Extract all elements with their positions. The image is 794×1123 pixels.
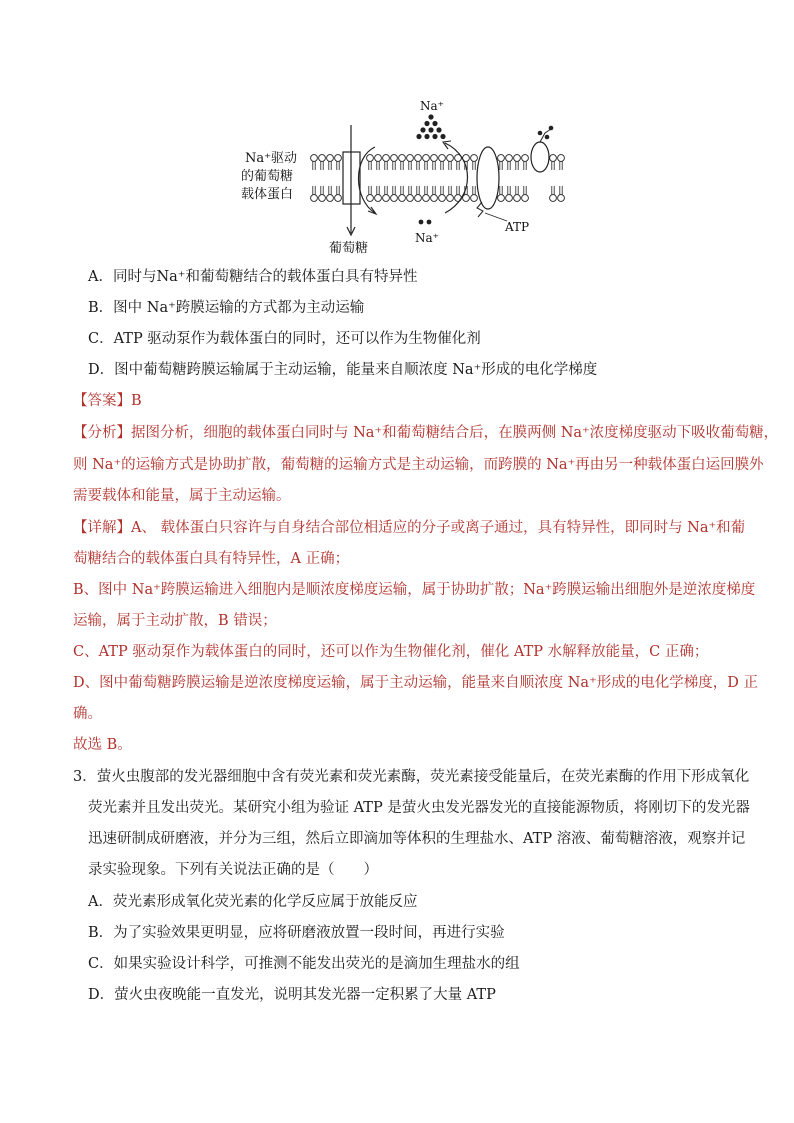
- na-dot: [436, 127, 441, 132]
- q2-analysis-line2: 则 Na⁺的运输方式是协助扩散，葡萄糖的运输方式是主动运输，而跨膜的 Na⁺再由另一种载体蛋白运回膜外: [73, 457, 764, 473]
- q2-detail-line3: B、图中 Na⁺跨膜运输进入细胞内是顺浓度梯度运输，属于协助扩散；Na⁺跨膜运输出细胞外是逆浓度梯度: [73, 582, 756, 598]
- q2-option-b: B．图中 Na⁺跨膜运输的方式都为主动运输: [88, 300, 365, 316]
- na-bottom-label: Na⁺: [415, 231, 439, 245]
- na-dot: [428, 127, 433, 132]
- na-top-label: Na⁺: [420, 99, 444, 113]
- q2-conclusion: 故选 B。: [73, 737, 132, 753]
- atp-label: ATP: [505, 220, 530, 234]
- na-dot: [432, 121, 437, 126]
- q3-option-b: B．为了实验效果更明显，应将研磨液放置一段时间，再进行实验: [88, 925, 505, 941]
- atp-pump: [477, 147, 499, 209]
- carrier-label-line1: Na⁺驱动: [245, 151, 297, 166]
- na-dot: [427, 220, 432, 225]
- q3-stem-line1: 3．萤火虫腹部的发光器细胞中含有荧光素和荧光素酶，荧光素接受能量后，在荧光素酶的作用下形成氧化: [73, 769, 750, 785]
- q2-detail-line4: 运输，属于主动扩散，B 错误；: [73, 613, 277, 629]
- na-dot: [440, 134, 445, 139]
- q3-option-a: A．荧光素形成氧化荧光素的化学反应属于放能反应: [88, 894, 418, 910]
- q2-detail-line1: 【详解】A、 载体蛋白只容许与自身结合部位相适应的分子或离子通过，具有特异性，即同时与 Na⁺和葡: [73, 520, 746, 536]
- q2-detail-line2: 萄糖结合的载体蛋白具有特异性，A 正确；: [73, 551, 350, 567]
- q2-answer: 【答案】B: [73, 393, 142, 409]
- na-outflow-arrow: [445, 143, 468, 213]
- q2-analysis-line3: 需要载体和能量，属于主动运输。: [73, 488, 291, 504]
- membrane-diagram: [235, 95, 565, 260]
- na-dot: [420, 127, 425, 132]
- q2-detail-line7: 确。: [73, 706, 102, 722]
- carrier-label-line2: 的葡萄糖: [241, 169, 294, 184]
- carrier-label-line3: 载体蛋白: [241, 187, 294, 202]
- na-dot: [432, 134, 437, 139]
- q2-detail-line5: C、ATP 驱动泵作为载体蛋白的同时，还可以作为生物催化剂，催化 ATP 水解释放能量，C 正确；: [73, 644, 709, 660]
- na-dot: [424, 134, 429, 139]
- na-dot: [424, 121, 429, 126]
- q3-stem-line3: 迅速研制成研磨液，并分为三组，然后立即滴加等体积的生理盐水、ATP 溶液、葡萄糖溶液，观察并记: [88, 831, 746, 847]
- q3-option-d: D．萤火虫夜晚能一直发光，说明其发光器一定积累了大量 ATP: [88, 987, 496, 1003]
- q2-analysis-line1: 【分析】据图分析，细胞的载体蛋白同时与 Na⁺和葡萄糖结合后，在膜两侧 Na⁺浓度梯度驱动下吸收葡萄糖，: [73, 425, 779, 441]
- membrane-transport-figure: [235, 95, 565, 260]
- q2-option-c: C．ATP 驱动泵作为载体蛋白的同时，还可以作为生物催化剂: [88, 331, 481, 347]
- glucose-label: 葡萄糖: [329, 241, 369, 256]
- receptor-protein: [531, 142, 549, 172]
- q3-stem-line2: 荧光素并且发出荧光。某研究小组为验证 ATP 是萤火虫发光器发光的直接能源物质，将刚切下的发光器: [88, 800, 750, 816]
- na-dot: [428, 114, 433, 119]
- q2-option-d: D．图中葡萄糖跨膜运输属于主动运输，能量来自顺浓度 Na⁺形成的电化学梯度: [88, 362, 598, 378]
- q3-stem-line4: 录实验现象。下列有关说法正确的是（ ）: [88, 862, 378, 878]
- q3-option-c: C．如果实验设计科学，可推测不能发出荧光的是滴加生理盐水的组: [88, 956, 520, 972]
- na-dot: [419, 220, 424, 225]
- q2-option-a: A．同时与Na⁺和葡萄糖结合的载体蛋白具有特异性: [88, 269, 418, 285]
- na-high-concentration: [416, 114, 445, 139]
- q2-detail-line6: D、图中葡萄糖跨膜运输是逆浓度梯度运输，属于主动运输，能量来自顺浓度 Na⁺形成的电化学梯度，D 正: [73, 675, 758, 691]
- na-dot: [416, 134, 421, 139]
